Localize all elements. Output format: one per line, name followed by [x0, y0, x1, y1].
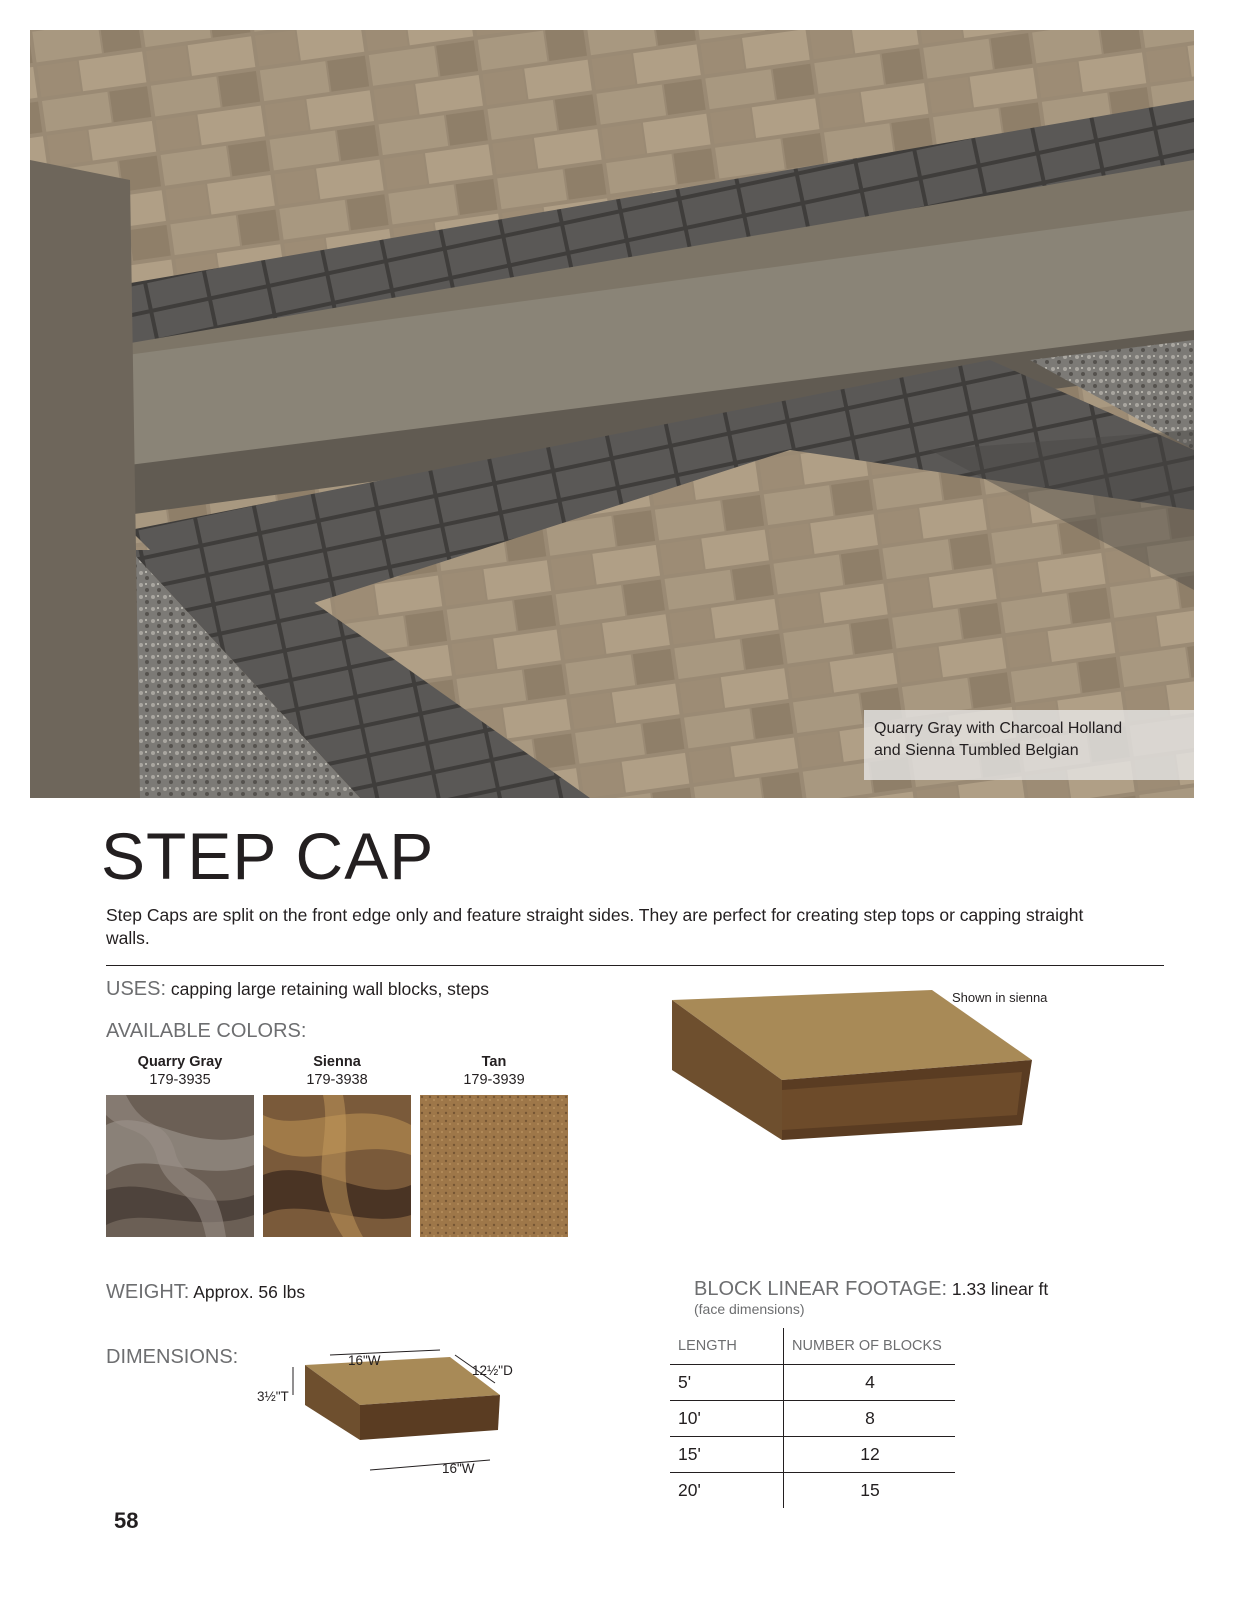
color-name: Tan [481, 1054, 507, 1070]
quarry-gray-texture [106, 1095, 254, 1237]
color-swatch-tan [420, 1053, 568, 1237]
available-colors-heading: AVAILABLE COLORS: [106, 1020, 307, 1042]
row-blocks: 8 [865, 1408, 875, 1428]
linear-footage-label: BLOCK LINEAR FOOTAGE: [694, 1278, 948, 1300]
sienna-texture [263, 1095, 411, 1237]
color-swatch-quarry-gray [106, 1053, 254, 1237]
patio-photo-illustration [30, 30, 1194, 798]
color-code: 179-3939 [463, 1072, 525, 1088]
page-number: 58 [114, 1508, 139, 1533]
uses-value: capping large retaining wall blocks, steps [170, 979, 489, 999]
dimensions-label: DIMENSIONS: [106, 1346, 239, 1368]
header-length: LENGTH [678, 1338, 737, 1354]
row-length: 5' [678, 1372, 692, 1392]
table-column-divider [783, 1328, 784, 1508]
row-blocks: 12 [860, 1444, 880, 1464]
photo-caption [864, 710, 1194, 780]
tan-texture [420, 1095, 568, 1237]
color-code: 179-3938 [306, 1072, 368, 1088]
table-rule [670, 1436, 955, 1437]
uses-label: USES: [106, 978, 167, 1000]
caption-line-2: and Sienna Tumbled Belgian [874, 742, 1079, 759]
dim-width-top: 16"W [348, 1353, 381, 1368]
linear-footage-value: 1.33 linear ft [951, 1279, 1049, 1299]
color-code: 179-3935 [149, 1072, 211, 1088]
table-rule [670, 1472, 955, 1473]
row-blocks: 15 [860, 1480, 880, 1500]
row-blocks: 4 [865, 1372, 875, 1392]
weight-row [106, 1281, 305, 1304]
row-length: 20' [678, 1480, 701, 1500]
color-name: Sienna [313, 1054, 361, 1070]
color-swatch-sienna [263, 1053, 411, 1237]
header-number-of-blocks: NUMBER OF BLOCKS [792, 1338, 942, 1354]
weight-value: Approx. 56 lbs [193, 1282, 306, 1302]
table-rule [670, 1400, 955, 1401]
row-length: 15' [678, 1444, 701, 1464]
shown-in-note: Shown in sienna [952, 990, 1048, 1005]
row-length: 10' [678, 1408, 701, 1428]
hero-photo [30, 30, 1194, 798]
step-cap-product-image [672, 990, 1052, 1190]
dim-depth: 12½"D [472, 1363, 513, 1378]
caption-line-1: Quarry Gray with Charcoal Holland [874, 720, 1123, 737]
page-title: STEP CAP [101, 819, 435, 893]
linear-footage-row [694, 1278, 1048, 1301]
face-dimensions-note: (face dimensions) [694, 1301, 805, 1317]
uses-row [106, 978, 489, 1001]
divider [106, 965, 1164, 966]
product-description: Step Caps are split on the front edge only and feature straight sides. They are perfect for creating step tops or capping straight walls. [106, 905, 1084, 948]
dim-thickness: 3½"T [257, 1389, 289, 1404]
dim-width-bottom: 16"W [442, 1461, 475, 1476]
weight-label: WEIGHT: [106, 1281, 190, 1303]
table-rule [670, 1364, 955, 1365]
color-name: Quarry Gray [137, 1054, 223, 1070]
linear-footage-table [670, 1328, 955, 1508]
